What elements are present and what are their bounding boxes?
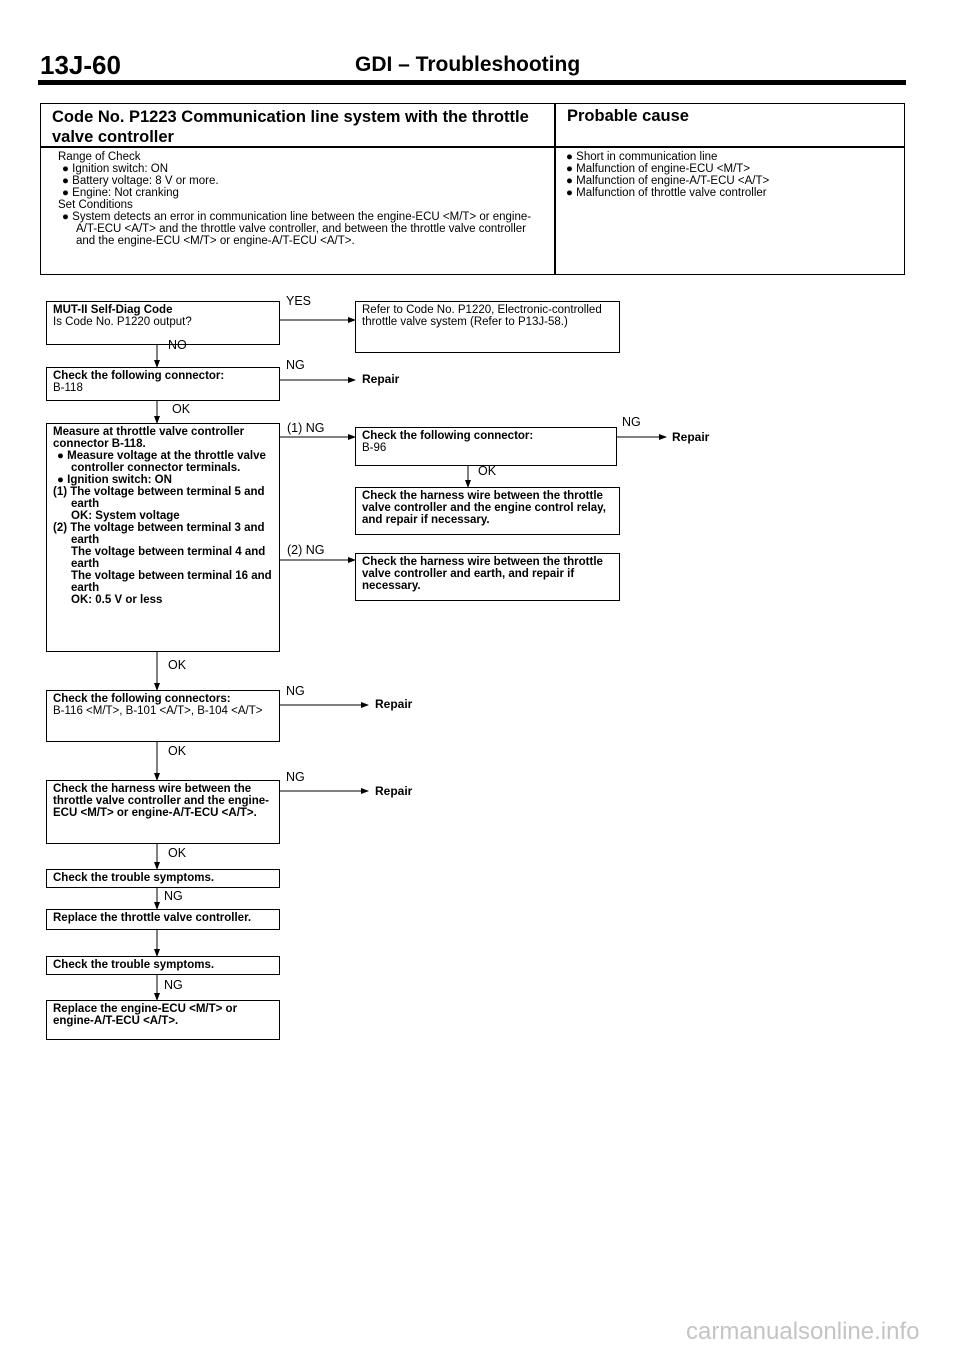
step-text: Check the trouble symptoms. xyxy=(53,959,215,971)
step-line: ● Ignition switch: ON xyxy=(57,474,172,486)
step-replace-ecu xyxy=(46,1000,280,1040)
refer-text: Refer to Code No. P1220, Electronic-controlled throttle valve system (Refer to P13J-58.) xyxy=(362,304,602,328)
harness-text: Check the harness wire between the throttle valve controller and earth, and repair if necessary. xyxy=(362,556,603,592)
step-connector-b96 xyxy=(355,427,617,466)
range-title: Range of Check xyxy=(58,151,141,163)
ng2-label: (2) NG xyxy=(287,543,325,557)
step-self-diag xyxy=(46,301,280,345)
repair-label: Repair xyxy=(672,430,710,444)
repair-label: Repair xyxy=(375,697,413,711)
step-line: ● Measure voltage at the throttle valve controller connector terminals. xyxy=(57,450,266,474)
step-text: B-96 xyxy=(362,442,387,454)
code-heading: Code No. P1223 Communication line system with the throttle valve controller xyxy=(52,108,529,146)
step-title: Check the following connectors: xyxy=(53,693,231,705)
step-title: Measure at throttle valve controller connector B-118. xyxy=(53,426,245,450)
ng-label: NG xyxy=(622,415,641,429)
step-text: Check the harness wire between the throttle valve controller and the engine-ECU <M/T> or engine-A/T-ECU <A/T>. xyxy=(53,783,269,819)
step-connector-b118 xyxy=(46,367,280,401)
step-line: OK: 0.5 V or less xyxy=(71,594,163,606)
repair-label: Repair xyxy=(362,372,400,386)
watermark: carmanualsonline.info xyxy=(686,1318,920,1345)
set-title: Set Conditions xyxy=(58,199,133,211)
step-line: (1) The voltage between terminal 5 and earth xyxy=(53,486,265,510)
ok-label: OK xyxy=(168,846,187,860)
step-title: Check the following connector: xyxy=(362,430,534,442)
step-replace-throttle xyxy=(46,909,280,930)
ng-label: NG xyxy=(164,889,183,903)
repair-label: Repair xyxy=(375,784,413,798)
harness-relay-box xyxy=(355,487,620,535)
step-harness-ecu xyxy=(46,780,280,844)
harness-text: Check the harness wire between the throttle valve controller and the engine control relay, and repair if necessary. xyxy=(362,490,606,526)
step-text: Replace the engine-ECU <M/T> or engine-A/T-ECU <A/T>. xyxy=(53,1003,238,1027)
yes-label: YES xyxy=(286,294,312,308)
step-text: B-118 xyxy=(53,382,83,394)
ng1-label: (1) NG xyxy=(287,421,325,435)
ng-label: NG xyxy=(164,978,183,992)
cause-item: ● Malfunction of throttle valve controller xyxy=(566,187,767,199)
range-item: ● Engine: Not cranking xyxy=(62,187,179,199)
ok-label: OK xyxy=(168,744,187,758)
page-title: GDI – Troubleshooting xyxy=(355,53,581,76)
step-check-symptoms-2 xyxy=(46,956,280,975)
cause-heading: Probable cause xyxy=(567,107,689,125)
ng-label: NG xyxy=(286,770,305,784)
page-code: 13J-60 xyxy=(40,50,121,80)
range-item: ● Ignition switch: ON xyxy=(62,163,169,175)
harness-earth-box xyxy=(355,553,620,601)
ng-label: NG xyxy=(286,684,305,698)
step-measure-voltage xyxy=(46,423,280,652)
no-label: NO xyxy=(168,338,187,352)
cause-item: ● Malfunction of engine-ECU <M/T> xyxy=(566,163,751,175)
range-item: ● Battery voltage: 8 V or more. xyxy=(62,175,219,187)
ok-label: OK xyxy=(478,464,497,478)
step-text: B-116 <M/T>, B-101 <A/T>, B-104 <A/T> xyxy=(53,705,263,717)
step-text: Replace the throttle valve controller. xyxy=(53,912,252,924)
step-text: Check the trouble symptoms. xyxy=(53,872,215,884)
cause-item: ● Malfunction of engine-A/T-ECU <A/T> xyxy=(566,175,770,187)
step-line: OK: System voltage xyxy=(71,510,180,522)
refer-p1220-box xyxy=(355,301,620,353)
step-line: The voltage between terminal 4 and earth xyxy=(71,546,266,570)
step-title: MUT-II Self-Diag Code xyxy=(53,304,173,316)
ok-label: OK xyxy=(172,402,191,416)
step-line: The voltage between terminal 16 and earth xyxy=(71,570,272,594)
ok-label: OK xyxy=(168,658,187,672)
step-text: Is Code No. P1220 output? xyxy=(53,316,192,328)
step-check-symptoms-1 xyxy=(46,869,280,888)
step-line: (2) The voltage between terminal 3 and earth xyxy=(53,522,265,546)
cause-item: ● Short in communication line xyxy=(566,151,718,163)
step-title: Check the following connector: xyxy=(53,370,225,382)
set-item: ● System detects an error in communication line between the engine-ECU <M/T> or engine-A/T-ECU <A/T> and the throttle valve controller, and between the throttle valve controller and the engine-ECU <M/T> or engine-A/T-ECU <A/T>. xyxy=(62,211,532,247)
ng-label: NG xyxy=(286,358,305,372)
step-connectors-b116 xyxy=(46,690,280,742)
